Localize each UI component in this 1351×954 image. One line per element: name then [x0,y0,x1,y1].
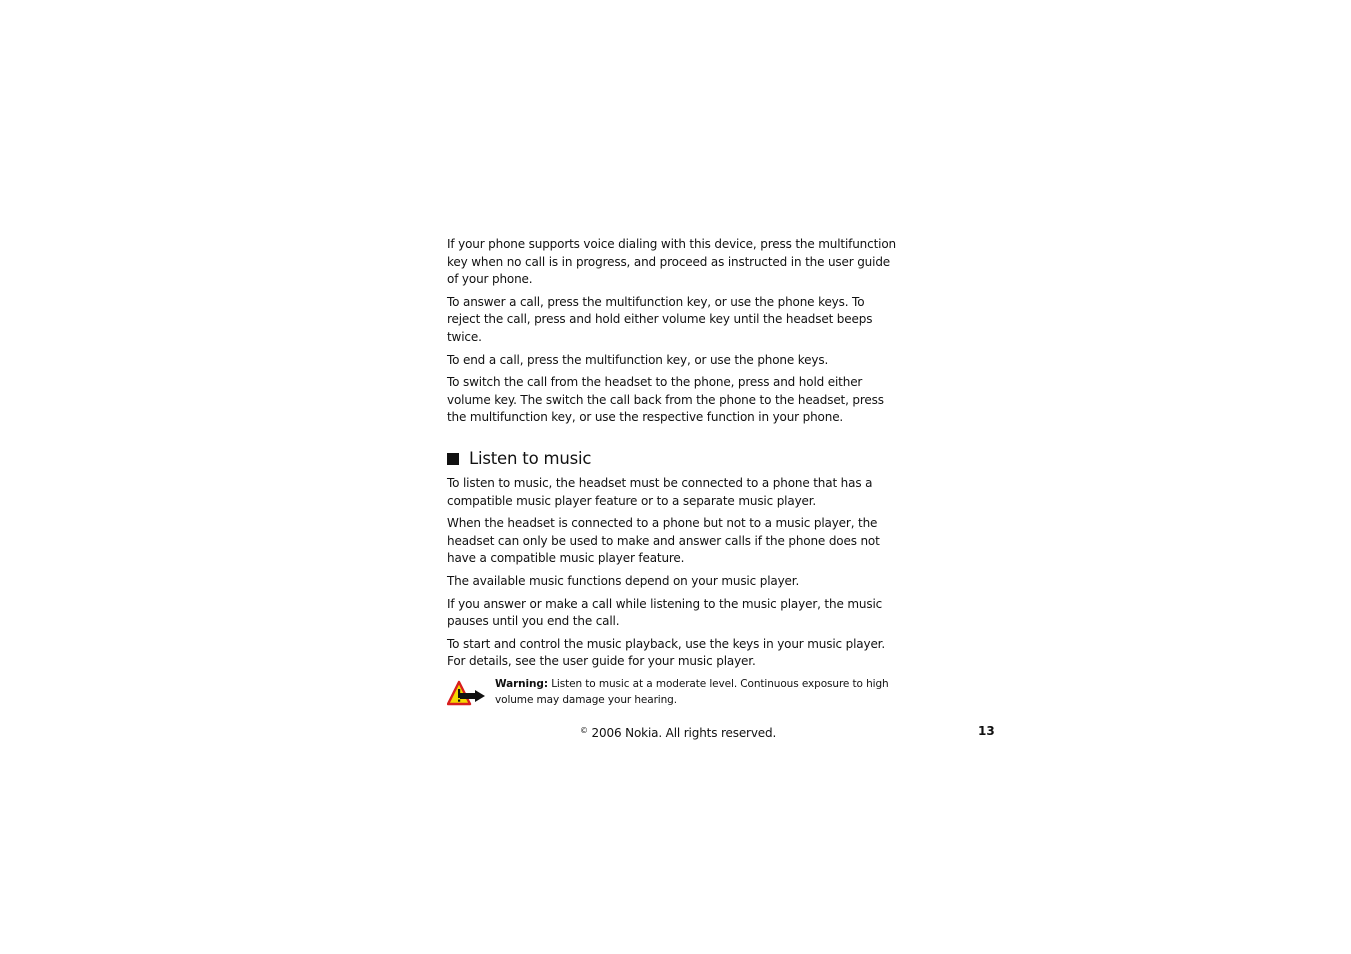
music-paragraph-functions: The available music functions depend on your music player. [447,573,800,588]
copyright-text: 2006 Nokia. All rights reserved. [591,726,777,740]
music-paragraph-connect: To listen to music, the headset must be connected to a phone that has a compatible music player feature or to a separate music player. [447,475,873,508]
warning-message: Listen to music at a moderate level. Continuous exposure to high volume may damage your hearing. [495,677,889,706]
section-heading [447,448,899,470]
footer-copyright [580,722,776,742]
copyright-symbol: © [580,726,588,735]
heading-bullet-square [447,453,459,465]
music-paragraph-calls-only: When the headset is connected to a phone but not to a music player, the headset can only be used to make and answer calls if the phone does not have a compatible music player feature. [447,516,880,566]
intro-paragraph-switch-call: To switch the call from the headset to the phone, press and hold either volume key. The switch the call back from the phone to the headset, press the multifunction key, or use the respective function in your phone. [447,375,884,425]
warning-note [447,676,899,708]
music-paragraph-playback: To start and control the music playback, use the keys in your music player. For details, see the user guide for your music player. [447,636,886,669]
warning-text-block [495,676,899,708]
music-paragraph-pause: If you answer or make a call while listening to the music player, the music pauses until you end the call. [447,596,883,629]
page-content [447,236,899,708]
intro-paragraph-voice-dialing: If your phone supports voice dialing with this device, press the multifunction key when no call is in progress, and proceed as instructed in the user guide of your phone. [447,237,896,287]
warning-label: Warning: [495,677,548,690]
page-number: 13 [978,724,995,738]
intro-paragraph-end-call: To end a call, press the multifunction key, or use the phone keys. [447,352,829,367]
intro-paragraph-answer-call: To answer a call, press the multifunction key, or use the phone keys. To reject the call, press and hold either volume key until the headset beeps twice. [447,294,873,344]
warning-triangle-icon [447,680,487,708]
section-title: Listen to music [469,448,592,468]
